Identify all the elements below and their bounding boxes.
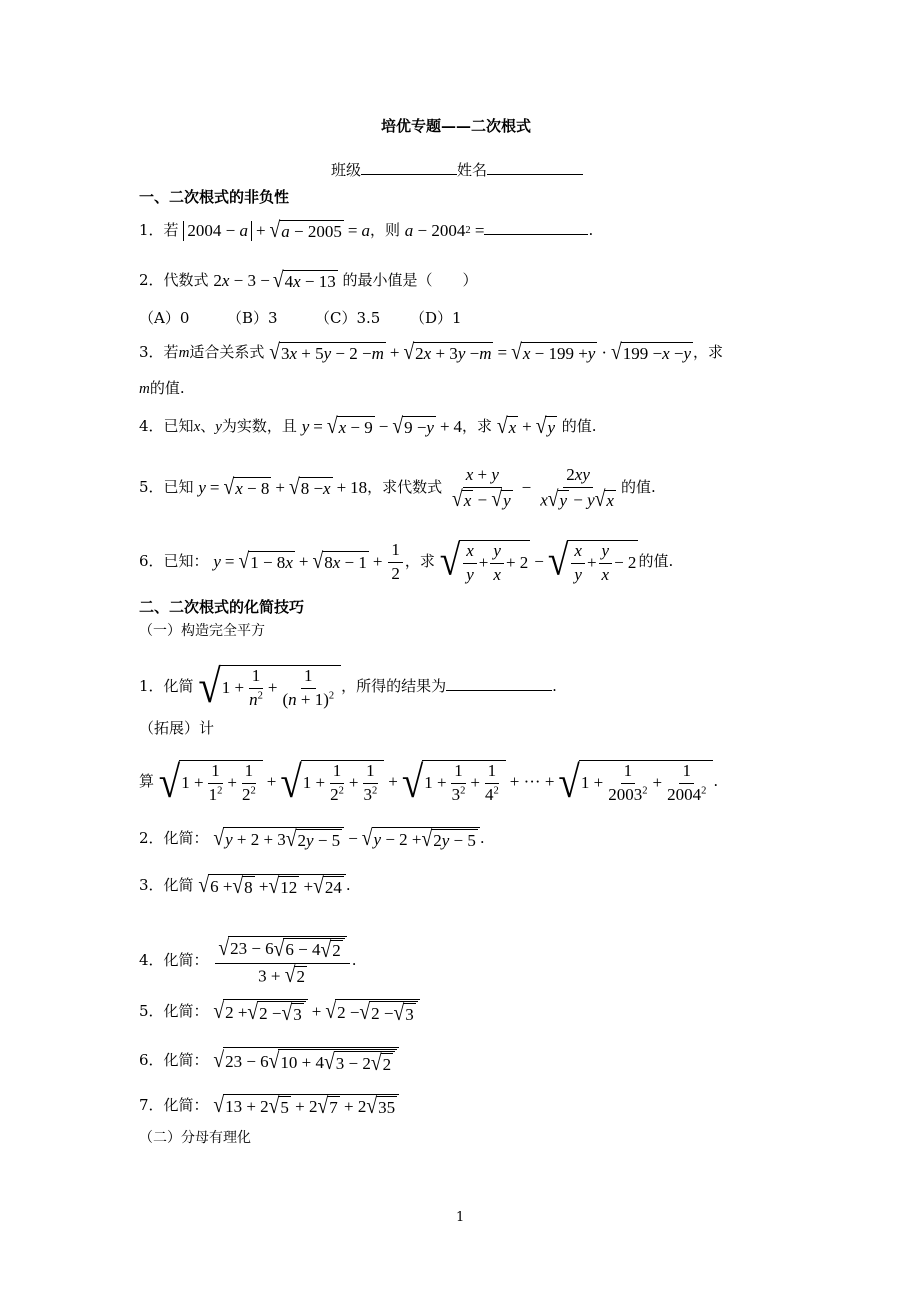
s2-question-6: 6．化简： √ 23 − 6 √ 10 + 4 √ 3 − 2 √ 2 [139, 1047, 399, 1075]
s1-q4-equation: y = √ x − 9 − √ 9 − y + 4 [301, 414, 463, 439]
s1-q6-equation: y = √ 1 − 8 x + √ 8 x − 1 + $\frac{1}{2}$ [213, 541, 405, 583]
s2-question-1: 1．化简 √ 1 + 1 $n^2$ + 1 $(n + 1)^2$ ，所得的结果为 . [139, 660, 557, 713]
s2-q5-expression: √ 2 + √ 2 − √ 3 + √ 2 − √ 2 − √ 3 [213, 999, 419, 1025]
s1-q6-expression: √ x y + y x + 2 − √ x y + y x − 2 [439, 538, 637, 586]
s2-q2-expression: √ y + 2 + 3 √ 2 y − 5 − √ y − 2 + √ 2 y − 5 [213, 827, 480, 851]
s1-q2-expression: 2 x − 3 − √ 4 x − 13 [213, 268, 336, 293]
name-label: 姓名 [457, 161, 488, 179]
section1-heading: 一、二次根式的非负性 [139, 188, 290, 206]
s2-question-5: 5．化简： √ 2 + √ 2 − √ 3 + √ 2 − √ 2 − √ 3 [139, 999, 420, 1025]
s2-q4-expression: √ 23 − 6 √ 6 − 4 √ 2 3 + √ 2 [213, 936, 351, 986]
page-title: 培优专题——二次根式 [381, 117, 532, 135]
s1-question-3-line2: m的值. [139, 379, 185, 397]
s1-question-5: 5．已知 y = √ x − 8 + √ 8 − x + 18，求代数式 x + y √ x − √ y − 2xy x √ y − y √ x 的值. [139, 465, 656, 512]
s2-q1-expression: √ 1 + 1 $n^2$ + 1 $(n + 1)^2$ [198, 665, 341, 709]
class-blank[interactable] [361, 160, 457, 175]
s2-extension: 算 √ 1 + 1 $1^2$ + 1 $2^2$ + √ 1 + 1 $2^2$ + 1 $3^2$ + √ 1 + 1 $3^2$ + 1 $4^2$ + ··· + √ 1 + 1 2003$^2$ + 1 2004$^2$ . [139, 757, 719, 807]
s2-question-7: 7．化简： √ 13 + 2 √ 5 + 2 √ 7 + 2 √ 35 [139, 1094, 399, 1118]
s1-q1-equation: 2004 − a + √ a − 2005 = a [183, 220, 370, 242]
s1-question-4: 4．已知x、y为实数，且 y = √ x − 9 − √ 9 − y + 4，求 √ x + √ y 的值. [139, 414, 597, 439]
s1-q1-answer-blank[interactable] [484, 220, 588, 235]
student-info-line [331, 160, 583, 180]
option-a[interactable]: （A）0 [139, 309, 190, 327]
section2-sub1: （一）构造完全平方 [139, 623, 265, 639]
s2-extension-label: （拓展）计 [139, 719, 215, 737]
s2-question-3: 3．化简 √ 6 + √ 8 + √ 12 + √ 24 . [139, 873, 351, 899]
section2-sub2: （二）分母有理化 [139, 1130, 251, 1146]
option-d[interactable]: （D）1 [410, 309, 462, 327]
option-c[interactable]: （C）3.5 [315, 309, 381, 327]
s1-question-2: 2．代数式 2 x − 3 − √ 4 x − 13 的最小值是（ ） [139, 268, 478, 293]
s1-q5-equation: y = √ x − 8 + √ 8 − x + 18 [198, 475, 368, 500]
name-blank[interactable] [487, 160, 583, 175]
s1-q5-expression: x + y √ x − √ y − 2xy x √ y − y √ x [451, 465, 614, 512]
s2-q3-expression: √ 6 + √ 8 + √ 12 + √ 24 [198, 874, 345, 898]
s1-question-1: 1．若 2004 − a + √ a − 2005 = a ，则 a − 2004 2 = . [139, 218, 594, 243]
s2-q7-expression: √ 13 + 2 √ 5 + 2 √ 7 + 2 √ 35 [213, 1094, 399, 1118]
s1-question-3: 3．若m适合关系式 √ 3 x + 5 y − 2 − m + √ 2 x + 3 y − m = √ x − 199 + y · √ 199 − x − y ，求 [139, 340, 724, 365]
section2-heading: 二、二次根式的化简技巧 [139, 598, 305, 616]
s1-q3-equation: √ 3 x + 5 y − 2 − m + √ 2 x + 3 y − m = √ x − 199 + y · √ 199 − x − y [269, 340, 692, 365]
s2-q1-answer-blank[interactable] [446, 676, 552, 691]
s2-question-2: 2．化简： √ y + 2 + 3 √ 2 y − 5 − √ y − 2 + √ 2 y − 5 . [139, 826, 485, 852]
class-label: 班级 [331, 161, 362, 179]
s1-q2-options [139, 308, 462, 328]
option-b[interactable]: （B）3 [227, 309, 278, 327]
page-number: 1 [456, 1210, 465, 1225]
s1-question-6: 6．已知： y = √ 1 − 8 x + √ 8 x − 1 + $\frac{1}{2}$ ，求 √ x y + y x + 2 − √ x y + y x − 2 的值. [139, 538, 674, 586]
s2-question-4: 4．化简： √ 23 − 6 √ 6 − 4 √ 2 3 + √ 2 . [139, 935, 357, 988]
s2-q6-expression: √ 23 − 6 √ 10 + 4 √ 3 − 2 √ 2 [213, 1047, 399, 1075]
s2-extension-expression: √ 1 + 1 $1^2$ + 1 $2^2$ + √ 1 + 1 $2^2$ + 1 $3^2$ + √ 1 + 1 $3^2$ + 1 $4^2$ + ··· + √ 1 + 1 2003$^2$ + 1 2004$^2$ [159, 760, 714, 804]
